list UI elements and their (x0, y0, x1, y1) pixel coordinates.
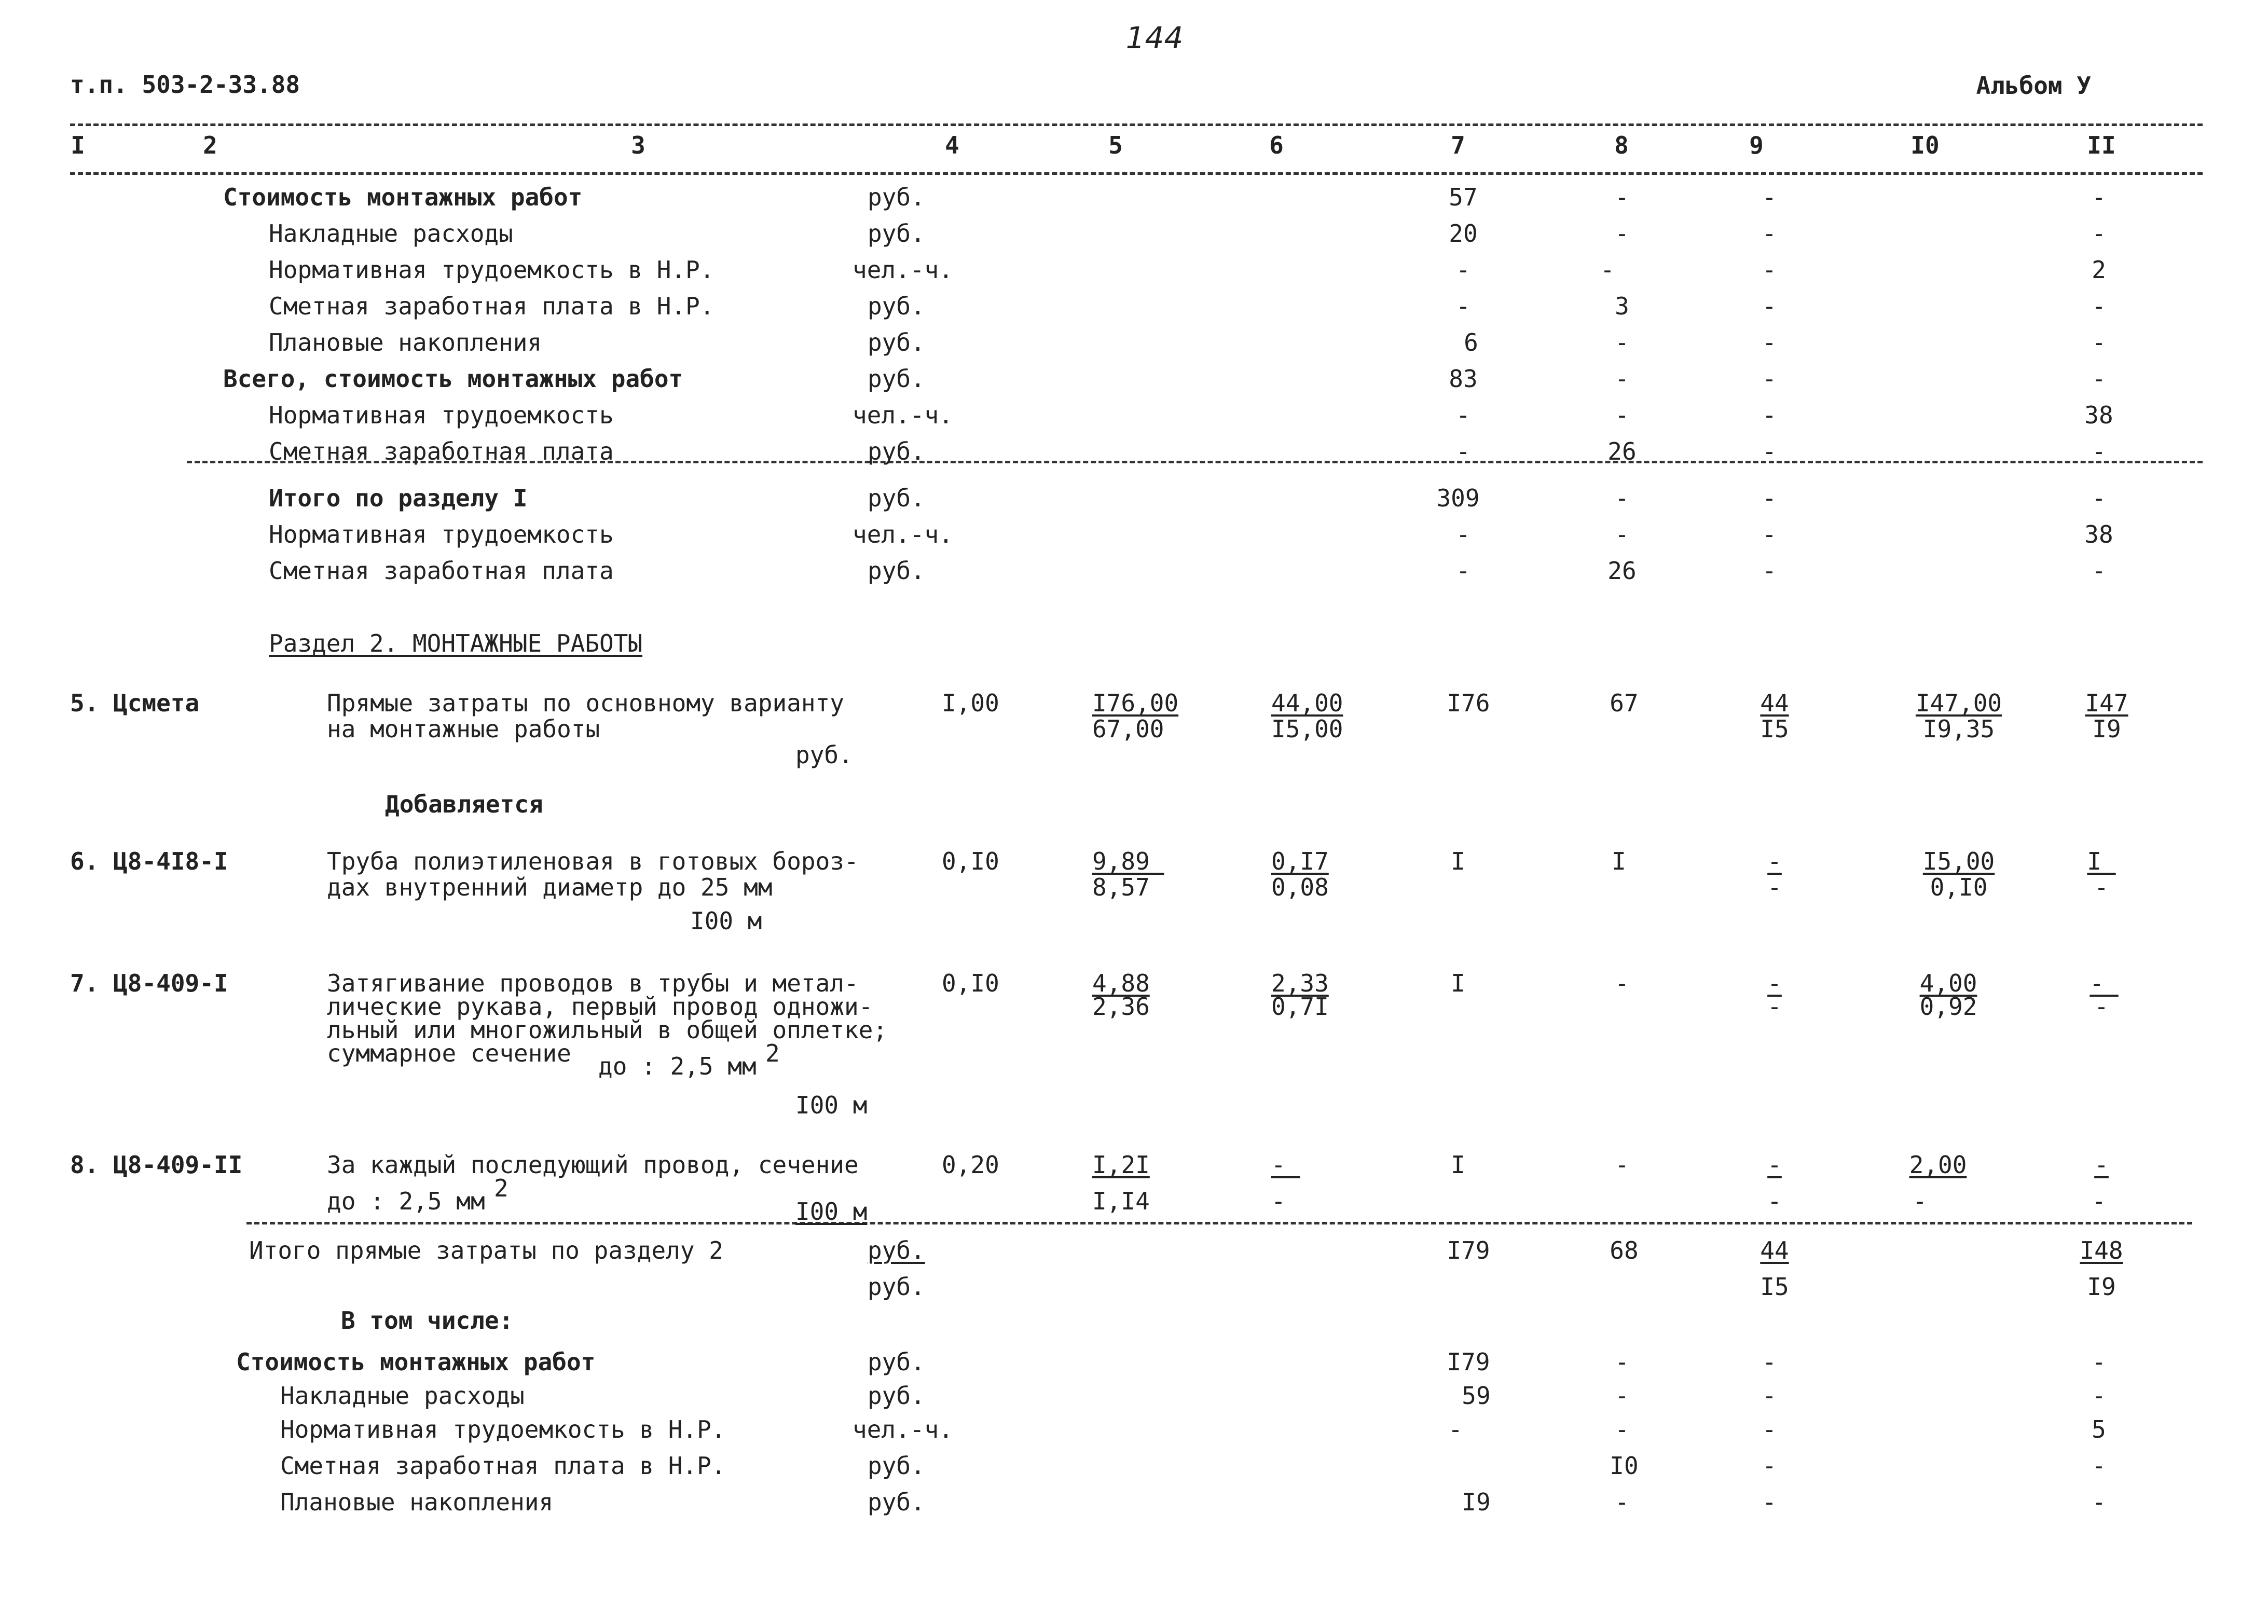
table-cell: - (1762, 328, 1777, 356)
table-row-label: Нормативная трудоемкость в Н.Р. (280, 1415, 726, 1443)
table-cell: - (1271, 1151, 1300, 1179)
table-cell: I9 (1462, 1488, 1491, 1516)
table-row-label: Плановые накопления (269, 328, 542, 356)
table-cell: - (1762, 183, 1777, 211)
table-cell: - (2092, 292, 2106, 320)
table-cell: руб. (868, 1488, 925, 1516)
table-row-label: I00 м (795, 1091, 868, 1119)
album-label: Альбом У (1976, 72, 2091, 100)
table-cell: - (1762, 1415, 1777, 1443)
table-cell: 2,36 (1092, 993, 1150, 1021)
table-cell: 44 (1760, 689, 1789, 717)
column-header: 9 (1749, 131, 1764, 159)
column-header: 2 (203, 131, 217, 159)
table-cell: I48 (2080, 1236, 2123, 1264)
table-row-label: Итого по разделу I (269, 484, 528, 512)
table-row-label: 2 (765, 1039, 780, 1067)
table-row-label: до : 2,5 мм (598, 1052, 757, 1080)
table-cell: - (1615, 1348, 1629, 1376)
table-row-label: на монтажные работы (327, 715, 600, 743)
table-cell: - (2094, 1151, 2109, 1179)
table-cell: I,00 (942, 689, 999, 717)
table-cell: I79 (1447, 1236, 1490, 1264)
table-cell: руб. (868, 557, 925, 585)
table-row-label: 7. Ц8-409-I (70, 969, 228, 997)
table-cell: - (2092, 1488, 2106, 1516)
table-cell: I76,00 (1092, 689, 1179, 717)
table-row-label: Сметная заработная плата (269, 557, 614, 585)
table-cell: 5 (2092, 1415, 2106, 1443)
table-cell: 67,00 (1092, 715, 1164, 743)
table-cell: - (1762, 1452, 1777, 1480)
table-cell: руб. (868, 365, 925, 393)
table-cell: Труба полиэтиленовая в готовых бороз- (327, 847, 859, 875)
table-cell: 9,89 (1092, 847, 1164, 875)
table-cell: - (1615, 484, 1629, 512)
table-cell: - (1767, 1151, 1782, 1179)
table-cell: - (1456, 557, 1470, 585)
table-cell: 44,00 (1271, 689, 1343, 717)
table-cell: I (2087, 847, 2116, 875)
table-cell: - (1600, 256, 1615, 284)
table-cell: I79 (1447, 1348, 1490, 1376)
table-cell: - (1762, 401, 1777, 429)
table-row-label: Добавляется (385, 790, 543, 818)
table-cell: - (1615, 365, 1629, 393)
table-cell: I,2I (1092, 1151, 1150, 1179)
table-cell: 4,88 (1092, 969, 1150, 997)
table-cell: - (2092, 328, 2106, 356)
table-cell: I9 (2087, 1273, 2116, 1301)
table-cell: руб. (868, 437, 925, 465)
table-cell: - (2092, 557, 2106, 585)
table-cell: 20 (1449, 219, 1478, 247)
table-cell: 83 (1449, 365, 1478, 393)
table-cell: - (1615, 328, 1629, 356)
table-cell: I (1451, 847, 1465, 875)
table-cell: 44 (1760, 1236, 1789, 1264)
table-row-label: лические рукава, первый провод одножи- (327, 993, 873, 1021)
table-cell: - (1762, 1382, 1777, 1410)
page-number: 144 (1125, 20, 1184, 56)
column-header: I0 (1910, 131, 1940, 159)
table-cell: чел.-ч. (853, 1415, 953, 1443)
table-cell: 0,I0 (1930, 873, 1988, 901)
table-cell: руб. (868, 328, 925, 356)
table-cell: I47 (2085, 689, 2128, 717)
table-cell: - (1456, 292, 1470, 320)
table-row-label: Плановые накопления (280, 1488, 554, 1516)
table-row-label: I00 м (795, 1198, 868, 1226)
table-cell: - (2094, 873, 2109, 901)
column-header: 6 (1269, 131, 1284, 159)
table-cell: - (1762, 557, 1777, 585)
table-cell: - (2094, 993, 2109, 1021)
table-row-label: льный или многожильный в общей оплетке; (327, 1016, 888, 1044)
table-cell: - (1767, 993, 1782, 1021)
table-cell: руб. (868, 219, 925, 247)
table-cell: 59 (1462, 1382, 1491, 1410)
table-cell: - (1456, 256, 1470, 284)
table-cell: 68 (1610, 1236, 1639, 1264)
table-cell: - (1767, 873, 1782, 901)
table-cell: - (1767, 969, 1782, 997)
table-row-label: Стоимость монтажных работ (236, 1348, 596, 1376)
table-cell: За каждый последующий провод, сечение (327, 1151, 859, 1179)
table-row-label: 6. Ц8-4I8-I (70, 847, 228, 875)
table-cell: I (1451, 1151, 1465, 1179)
table-cell: руб. (868, 1452, 925, 1480)
table-cell: 57 (1449, 183, 1478, 211)
table-cell: 0,7I (1271, 993, 1329, 1021)
table-cell: 4,00 (1919, 969, 1977, 997)
table-cell: I (1451, 969, 1465, 997)
table-cell: - (1448, 1415, 1463, 1443)
table-cell: - (1767, 1187, 1782, 1215)
table-row-label: Накладные расходы (269, 219, 513, 247)
table-row-label: Нормативная трудоемкость (269, 401, 614, 429)
table-cell: руб. (868, 292, 925, 320)
table-row-label: до : 2,5 мм (327, 1187, 485, 1215)
table-cell: 6 (1464, 328, 1478, 356)
table-row-label: 8. Ц8-409-II (70, 1151, 243, 1179)
table-row-label: Нормативная трудоемкость в Н.Р. (269, 256, 714, 284)
table-row-label: Нормативная трудоемкость (269, 520, 614, 548)
table-cell: - (1762, 484, 1777, 512)
table-cell: 0,08 (1271, 873, 1329, 901)
table-cell: руб. (868, 1348, 925, 1376)
table-cell: чел.-ч. (853, 256, 953, 284)
table-row-label: 5. Цсмета (70, 689, 200, 717)
table-row-label: 2 (494, 1174, 508, 1202)
table-cell: - (1615, 401, 1629, 429)
table-cell: - (1456, 437, 1470, 465)
table-cell: - (1456, 401, 1470, 429)
column-header: 4 (945, 131, 959, 159)
table-cell: - (1615, 969, 1629, 997)
table-cell: - (2092, 1187, 2106, 1215)
column-header: 5 (1108, 131, 1123, 159)
table-cell: - (1615, 219, 1629, 247)
table-row-label: I00 м (690, 907, 762, 935)
table-cell: - (1615, 1415, 1629, 1443)
table-cell: - (1762, 437, 1777, 465)
table-row-label: Итого прямые затраты по разделу 2 (249, 1236, 723, 1264)
table-cell: I5,00 (1922, 847, 1995, 875)
table-cell: - (1615, 1382, 1629, 1410)
table-cell: - (1456, 520, 1470, 548)
table-row-label: Сметная заработная плата в Н.Р. (280, 1452, 726, 1480)
table-row-label: руб. (868, 1273, 925, 1301)
table-cell: - (2092, 1452, 2106, 1480)
section-2-subtotal-rule (246, 1222, 2192, 1224)
table-cell: - (1767, 847, 1782, 875)
table-cell: I76 (1447, 689, 1490, 717)
table-row-label: В том числе: (341, 1306, 514, 1334)
table-cell: - (1913, 1187, 1927, 1215)
table-cell: руб. (868, 1382, 925, 1410)
table-cell: чел.-ч. (853, 520, 953, 548)
column-header: II (2087, 131, 2116, 159)
table-cell: - (2092, 484, 2106, 512)
table-row-label: Сметная заработная плата (269, 437, 614, 465)
table-cell: - (1762, 292, 1777, 320)
header-top-rule (70, 123, 2203, 126)
table-cell: 0,I0 (942, 969, 999, 997)
table-cell: 26 (1607, 437, 1637, 465)
table-cell: I5,00 (1271, 715, 1343, 743)
table-row-label: руб. (795, 741, 853, 769)
table-cell: - (2092, 1348, 2106, 1376)
table-cell: 309 (1436, 484, 1480, 512)
table-row-label: Накладные расходы (280, 1382, 525, 1410)
column-header: 8 (1614, 131, 1629, 159)
table-row-label: Раздел 2. МОНТАЖНЫЕ РАБОТЫ (269, 629, 643, 657)
table-cell: - (1762, 1348, 1777, 1376)
table-cell: чел.-ч. (853, 401, 953, 429)
table-cell: 38 (2084, 520, 2113, 548)
table-cell: I (1612, 847, 1626, 875)
table-cell: 0,I0 (942, 847, 999, 875)
table-row-label: суммарное сечение (327, 1039, 571, 1067)
table-cell: 38 (2084, 401, 2113, 429)
table-cell: 0,I7 (1271, 847, 1329, 875)
table-cell: - (2092, 183, 2106, 211)
table-cell: - (1271, 1187, 1286, 1215)
table-cell: I9 (2092, 715, 2121, 743)
table-cell: 2 (2092, 256, 2106, 284)
table-cell: I5 (1760, 1273, 1789, 1301)
table-cell: - (1762, 520, 1777, 548)
column-header: 7 (1451, 131, 1465, 159)
table-cell: - (1762, 1488, 1777, 1516)
table-cell: I47,00 (1915, 689, 2002, 717)
document-code: т.п. 503-2-33.88 (70, 71, 300, 99)
table-cell: руб. (868, 1236, 925, 1264)
table-row-label: Сметная заработная плата в Н.Р. (269, 292, 714, 320)
table-cell: 8,57 (1092, 873, 1150, 901)
table-cell: I9,35 (1922, 715, 1995, 743)
table-row-label: Стоимость монтажных работ (223, 183, 583, 211)
table-cell: руб. (868, 484, 925, 512)
table-cell: 0,20 (942, 1151, 999, 1179)
table-cell: 26 (1607, 557, 1637, 585)
table-cell: - (2090, 969, 2119, 997)
table-cell: Затягивание проводов в трубы и метал- (327, 969, 859, 997)
column-header: I (71, 131, 85, 159)
table-row-label: Всего, стоимость монтажных работ (223, 365, 683, 393)
table-cell: Прямые затраты по основному варианту (327, 689, 844, 717)
table-cell: I0 (1610, 1452, 1639, 1480)
table-cell: I5 (1760, 715, 1789, 743)
table-cell: - (1615, 1488, 1629, 1516)
table-cell: - (1762, 219, 1777, 247)
table-cell: - (2092, 365, 2106, 393)
table-cell: 2,33 (1271, 969, 1329, 997)
table-cell: 0,92 (1919, 993, 1977, 1021)
column-header: 3 (631, 131, 645, 159)
table-cell: 3 (1615, 292, 1629, 320)
table-cell: - (2092, 437, 2106, 465)
table-cell: - (2092, 1382, 2106, 1410)
table-cell: 67 (1610, 689, 1639, 717)
table-cell: - (2092, 219, 2106, 247)
table-cell: - (1615, 1151, 1629, 1179)
table-row-label: дах внутренний диаметр до 25 мм (327, 873, 773, 901)
table-cell: - (1762, 256, 1777, 284)
table-cell: - (1615, 183, 1629, 211)
table-cell: - (1615, 520, 1629, 548)
table-cell: руб. (868, 183, 925, 211)
table-cell: I,I4 (1092, 1187, 1150, 1215)
table-cell: 2,00 (1909, 1151, 1967, 1179)
header-bottom-rule (70, 172, 2203, 175)
table-cell: - (1762, 365, 1777, 393)
